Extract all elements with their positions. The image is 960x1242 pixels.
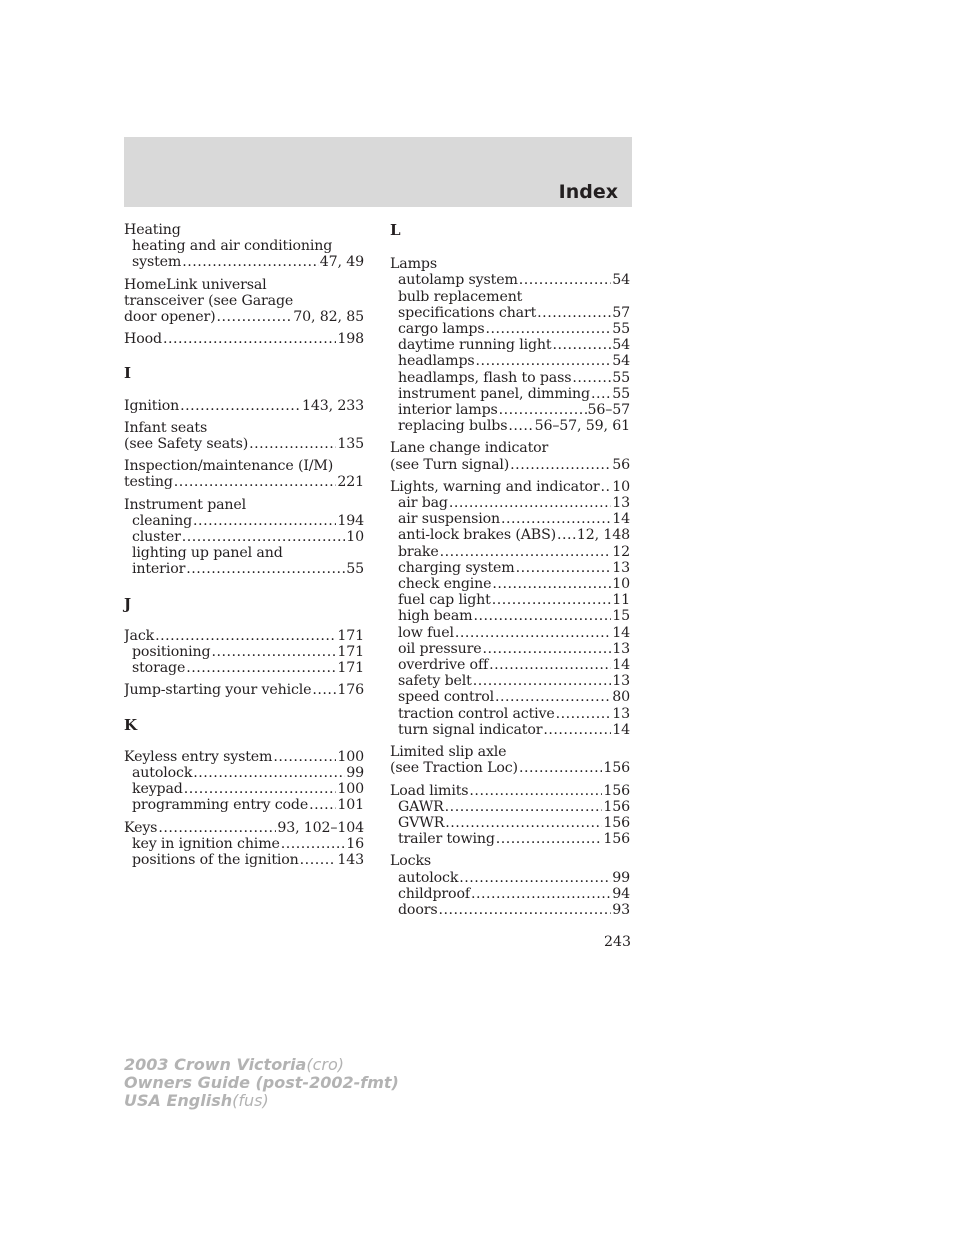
index-column-right [390, 222, 630, 924]
index-entry [124, 458, 364, 490]
dot-leader [508, 418, 533, 434]
page-reference: 55 [612, 369, 630, 386]
entry-text: bulb replacement [398, 288, 523, 305]
footer-language-code: (fus) [232, 1091, 269, 1110]
index-subentry [390, 831, 630, 847]
entry-text: trailer towing [398, 831, 495, 848]
index-term [124, 474, 364, 490]
page-reference: 94 [612, 885, 630, 902]
page-reference: 176 [337, 682, 364, 699]
section-letter: I [124, 364, 131, 383]
index-term [390, 853, 630, 869]
index-term [124, 331, 364, 347]
index-column-left [124, 222, 364, 874]
dot-leader [501, 511, 611, 527]
dot-leader [193, 765, 345, 781]
index-subentry [390, 386, 630, 402]
index-subentry [124, 238, 364, 254]
entry-text: high beam [398, 608, 473, 625]
entry-text: door opener) [124, 309, 216, 326]
index-term [124, 497, 364, 513]
index-subentry [390, 689, 630, 705]
dot-leader [476, 353, 612, 369]
dot-leader [499, 402, 587, 418]
entry-text: oil pressure [398, 640, 482, 657]
dot-leader [211, 644, 336, 660]
index-subentry [390, 799, 630, 815]
entry-text: turn signal indicator [398, 721, 543, 738]
index-subentry [390, 641, 630, 657]
entry-text: check engine [398, 576, 492, 593]
page-reference: 56 [612, 456, 630, 473]
entry-text: Lights, warning and indicator [390, 478, 600, 495]
index-entry [124, 331, 364, 347]
page-reference: 54 [612, 337, 630, 354]
index-subentry [390, 370, 630, 386]
page-reference: 15 [612, 608, 630, 625]
index-term [390, 760, 630, 776]
index-subentry [124, 660, 364, 676]
dot-leader [492, 576, 611, 592]
index-entry [390, 744, 630, 776]
entry-text: Infant seats [124, 419, 208, 436]
entry-text: positions of the ignition [132, 852, 299, 869]
index-subentry [390, 576, 630, 592]
page-reference: 156 [603, 831, 630, 848]
index-subentry [390, 870, 630, 886]
dot-leader [591, 386, 611, 402]
page-reference: 101 [337, 797, 364, 814]
index-entry [390, 853, 630, 918]
page-reference: 135 [337, 436, 364, 453]
index-term [390, 744, 630, 760]
entry-text: testing [124, 474, 173, 491]
index-entry [390, 440, 630, 472]
entry-text: overdrive off [398, 657, 489, 674]
page-reference: 100 [337, 748, 364, 765]
page-reference: 57 [612, 304, 630, 321]
index-entry [124, 420, 364, 452]
entry-text: (see Traction Loc) [390, 760, 518, 777]
dot-leader [438, 902, 611, 918]
index-subentry [124, 254, 364, 270]
index-subentry [390, 592, 630, 608]
entry-text: fuel cap light [398, 592, 491, 609]
entry-text: keypad [132, 781, 183, 798]
page-reference: 56–57, 59, 61 [534, 418, 630, 435]
dot-leader [485, 321, 611, 337]
index-subentry [390, 495, 630, 511]
dot-leader [281, 836, 345, 852]
entry-text: Load limits [390, 782, 469, 799]
entry-text: daytime running light [398, 337, 552, 354]
entry-text: cleaning [132, 512, 193, 529]
index-entry [124, 749, 364, 814]
dot-leader [473, 608, 611, 624]
entry-text: traction control active [398, 705, 555, 722]
entry-text: Jack [124, 627, 155, 644]
dot-leader [180, 398, 301, 414]
index-subentry [390, 527, 630, 543]
entry-text: replacing bulbs [398, 418, 508, 435]
entry-text: air suspension [398, 511, 500, 528]
index-entry [390, 256, 630, 434]
index-term [124, 820, 364, 836]
index-entry [124, 628, 364, 677]
index-entry [124, 222, 364, 271]
entry-text: cargo lamps [398, 321, 485, 338]
index-subentry [390, 337, 630, 353]
page-reference: 93 [612, 901, 630, 918]
entry-text: (see Safety seats) [124, 436, 249, 453]
entry-text: doors [398, 901, 438, 918]
dot-leader [182, 254, 319, 270]
page-reference: 10 [346, 529, 364, 546]
index-subentry [390, 418, 630, 434]
entry-text: instrument panel, dimming [398, 385, 590, 402]
entry-text: positioning [132, 644, 211, 661]
footer-model-code: (cro) [306, 1055, 345, 1074]
dot-leader [193, 513, 336, 529]
page-reference: 13 [612, 640, 630, 657]
entry-text: GAWR [398, 798, 444, 815]
dot-leader [510, 457, 611, 473]
dot-leader [492, 592, 612, 608]
dot-leader [471, 886, 611, 902]
index-subentry [390, 815, 630, 831]
index-term [390, 440, 630, 456]
dot-leader [163, 331, 336, 347]
dot-leader [482, 641, 611, 657]
index-subentry [124, 513, 364, 529]
page-reference: 198 [337, 331, 364, 348]
dot-leader [440, 544, 612, 560]
page-reference: 156 [603, 782, 630, 799]
entry-text: Hood [124, 331, 162, 348]
entry-text: Lamps [390, 256, 437, 273]
page-reference: 55 [612, 321, 630, 338]
entry-text: autolock [132, 765, 193, 782]
page-reference: 55 [612, 385, 630, 402]
index-term [124, 628, 364, 644]
page-reference: 16 [346, 835, 364, 852]
index-subentry [390, 902, 630, 918]
page-reference: 55 [346, 561, 364, 578]
dot-leader [182, 529, 346, 545]
entry-text: interior lamps [398, 402, 498, 419]
footer [124, 1056, 399, 1110]
entry-text: transceiver (see Garage [124, 292, 294, 309]
page-reference: 10 [612, 576, 630, 593]
dot-leader [445, 815, 602, 831]
entry-text: Locks [390, 853, 432, 870]
index-subentry [390, 706, 630, 722]
page-reference: 221 [337, 474, 364, 491]
dot-leader [537, 305, 611, 321]
entry-text: anti-lock brakes (ABS) [398, 527, 557, 544]
index-term [124, 309, 364, 325]
entry-text: storage [132, 660, 186, 677]
page-reference: 56–57 [587, 402, 630, 419]
dot-leader [489, 657, 611, 673]
entry-text: (see Turn signal) [390, 456, 510, 473]
page-reference: 12, 148 [576, 527, 630, 544]
dot-leader [155, 628, 336, 644]
page-title: Index [558, 181, 618, 203]
dot-leader [184, 781, 337, 797]
page-reference: 12 [612, 543, 630, 560]
index-term [124, 398, 364, 414]
index-subentry [390, 673, 630, 689]
index-subentry [124, 545, 364, 561]
dot-leader [496, 831, 603, 847]
index-entry [124, 497, 364, 578]
dot-leader [445, 799, 603, 815]
section-letter: K [124, 715, 137, 734]
page-reference: 14 [612, 511, 630, 528]
page-reference: 194 [337, 512, 364, 529]
dot-leader [601, 479, 612, 495]
entry-text: programming entry code [132, 797, 309, 814]
dot-leader [455, 625, 611, 641]
page-reference: 99 [612, 869, 630, 886]
dot-leader [519, 760, 602, 776]
dot-leader [516, 560, 612, 576]
index-subentry [390, 544, 630, 560]
page-reference: 54 [612, 353, 630, 370]
dot-leader [572, 370, 611, 386]
index-term [124, 293, 364, 309]
index-subentry [124, 852, 364, 868]
dot-leader [556, 706, 612, 722]
entry-text: cluster [132, 529, 181, 546]
page-reference: 156 [603, 798, 630, 815]
entry-text: safety belt [398, 673, 472, 690]
page-reference: 70, 82, 85 [293, 309, 364, 326]
entry-text: Lane change indicator [390, 440, 549, 457]
page-reference: 13 [612, 673, 630, 690]
page-reference: 156 [603, 814, 630, 831]
section-letter: J [124, 594, 131, 613]
page-reference: 14 [612, 721, 630, 738]
index-subentry [390, 289, 630, 305]
entry-text: HomeLink universal [124, 276, 267, 293]
index-term [124, 436, 364, 452]
index-term [390, 783, 630, 799]
header-bar [124, 137, 632, 207]
index-term [124, 222, 364, 238]
dot-leader [273, 749, 336, 765]
dot-leader [519, 272, 611, 288]
entry-text: Instrument panel [124, 496, 247, 513]
page-reference: 13 [612, 559, 630, 576]
page-reference: 156 [603, 760, 630, 777]
index-subentry [390, 625, 630, 641]
index-subentry [124, 529, 364, 545]
dot-leader [449, 495, 611, 511]
page-reference: 100 [337, 781, 364, 798]
page-reference: 171 [337, 627, 364, 644]
entry-text: heating and air conditioning [132, 238, 333, 255]
page-reference: 80 [612, 689, 630, 706]
dot-leader [543, 722, 611, 738]
entry-text: Inspection/maintenance (I/M) [124, 458, 334, 475]
entry-text: Ignition [124, 397, 180, 414]
entry-text: Limited slip axle [390, 744, 507, 761]
entry-text: Keys [124, 819, 158, 836]
index-entry [390, 783, 630, 848]
entry-text: Keyless entry system [124, 748, 273, 765]
dot-leader [186, 561, 345, 577]
index-entry [390, 479, 630, 738]
entry-text: brake [398, 543, 439, 560]
entry-text: interior [132, 561, 186, 578]
entry-text: autolamp system [398, 272, 518, 289]
index-subentry [390, 608, 630, 624]
entry-text: lighting up panel and [132, 545, 283, 562]
dot-leader [495, 689, 611, 705]
dot-leader [459, 870, 611, 886]
index-entry [124, 277, 364, 326]
index-term [390, 479, 630, 495]
dot-leader [309, 797, 336, 813]
page-reference: 10 [612, 478, 630, 495]
dot-leader [300, 852, 337, 868]
section-letter: L [390, 221, 401, 239]
entry-text: GVWR [398, 814, 445, 831]
dot-leader [473, 673, 612, 689]
dot-leader [312, 682, 336, 698]
dot-leader [186, 660, 336, 676]
index-term [390, 256, 630, 272]
dot-leader [217, 309, 293, 325]
page-reference: 13 [612, 705, 630, 722]
index-subentry [390, 321, 630, 337]
page-reference: 143, 233 [302, 397, 364, 414]
dot-leader [174, 474, 337, 490]
index-subentry [124, 797, 364, 813]
page-reference: 14 [612, 624, 630, 641]
index-term [124, 682, 364, 698]
index-term [390, 457, 630, 473]
index-subentry [390, 886, 630, 902]
entry-text: speed control [398, 689, 494, 706]
entry-text: low fuel [398, 624, 454, 641]
entry-text: childproof [398, 885, 470, 902]
entry-text: air bag [398, 495, 448, 512]
entry-text: autolock [398, 869, 459, 886]
index-subentry [390, 722, 630, 738]
entry-text: Heating [124, 222, 181, 238]
page-reference: 54 [612, 272, 630, 289]
index-subentry [390, 657, 630, 673]
index-subentry [124, 765, 364, 781]
page-reference: 47, 49 [319, 254, 364, 271]
index-subentry [390, 511, 630, 527]
page-reference: 143 [337, 852, 364, 869]
entry-text: specifications chart [398, 304, 537, 321]
index-subentry [390, 272, 630, 288]
page-reference: 13 [612, 495, 630, 512]
page-reference: 99 [346, 765, 364, 782]
page-reference: 93, 102–104 [277, 819, 364, 836]
index-subentry [124, 836, 364, 852]
page-reference: 11 [612, 592, 630, 609]
footer-language: USA English [124, 1091, 233, 1110]
page-reference: 14 [612, 657, 630, 674]
index-subentry [124, 561, 364, 577]
index-subentry [124, 644, 364, 660]
dot-leader [552, 337, 611, 353]
index-entry [124, 682, 364, 698]
index-subentry [390, 402, 630, 418]
index-subentry [124, 781, 364, 797]
dot-leader [557, 527, 576, 543]
page-reference: 171 [337, 644, 364, 661]
entry-text: Jump-starting your vehicle [124, 682, 312, 699]
index-term [124, 749, 364, 765]
index-subentry [390, 353, 630, 369]
index-subentry [390, 305, 630, 321]
dot-leader [249, 436, 336, 452]
entry-text: headlamps [398, 353, 475, 370]
dot-leader [469, 783, 602, 799]
index-term [124, 458, 364, 474]
index-term [124, 420, 364, 436]
index-entry [124, 820, 364, 869]
entry-text: charging system [398, 559, 515, 576]
index-entry [124, 398, 364, 414]
footer-model: 2003 Crown Victoria [124, 1055, 307, 1074]
entry-text: headlamps, flash to pass [398, 369, 572, 386]
dot-leader [158, 820, 276, 836]
page-reference: 171 [337, 660, 364, 677]
index-term [124, 277, 364, 293]
footer-guide: Owners Guide (post-2002-fmt) [124, 1073, 399, 1092]
index-subentry [390, 560, 630, 576]
page-number: 243 [604, 934, 632, 950]
entry-text: system [132, 254, 182, 271]
entry-text: key in ignition chime [132, 835, 280, 852]
